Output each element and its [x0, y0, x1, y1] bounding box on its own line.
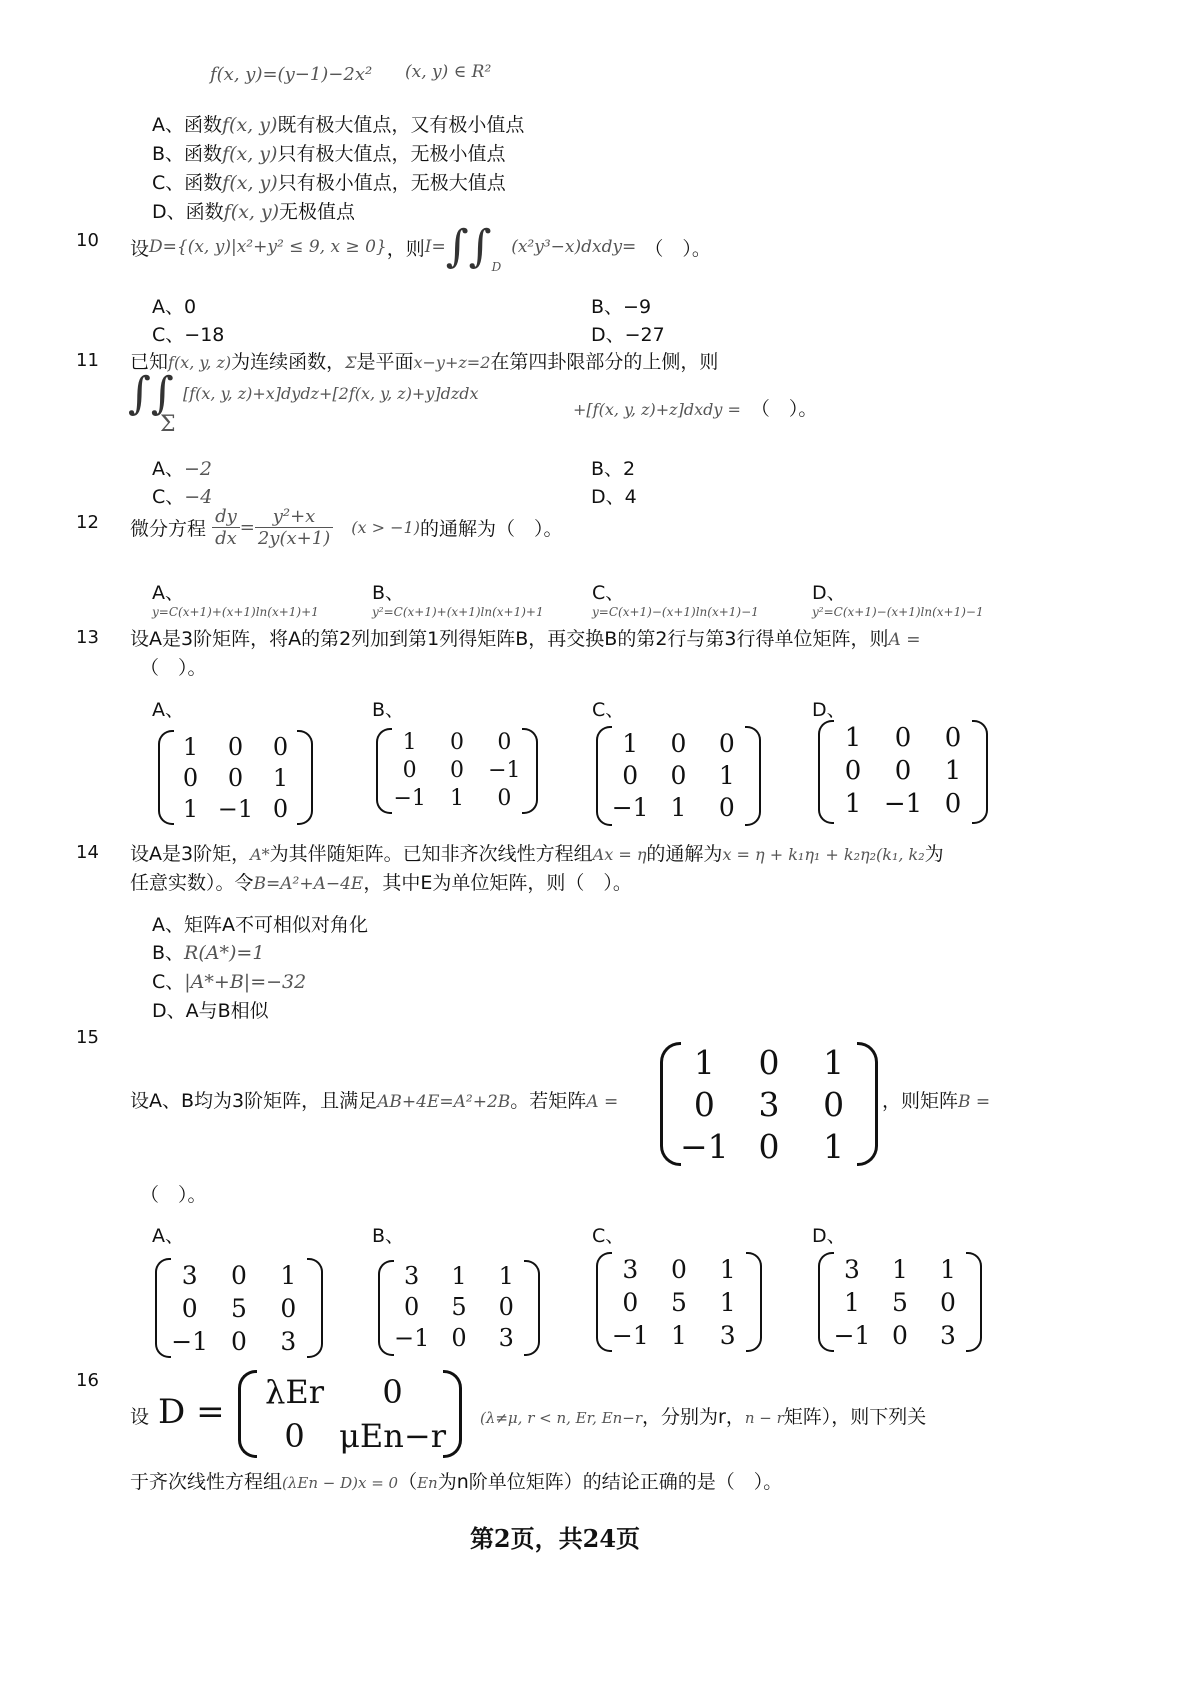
- option-label: C、: [152, 486, 185, 508]
- q13-text: 设A是3阶矩阵，将A的第2列加到第1列得矩阵B，再交换B的第2行与第3行得单位矩阵，则: [130, 628, 889, 650]
- option-label: A、: [152, 114, 184, 136]
- q16-line2: [130, 1467, 782, 1494]
- q13-option-d-matrix: [818, 720, 988, 824]
- q10-number: 10: [76, 230, 99, 251]
- matrix-cell: −1: [833, 1321, 871, 1350]
- matrix-cell: −1: [171, 1327, 209, 1356]
- q11-number: 11: [76, 350, 99, 371]
- matrix-cell: 1: [844, 1288, 860, 1317]
- q14-text-a: 设A是3阶矩，: [130, 843, 251, 865]
- q15-option-b-label[interactable]: B、: [372, 1225, 405, 1247]
- q12-condition: (x > −1): [351, 518, 420, 537]
- option-math: R(A*)=1: [184, 942, 265, 964]
- matrix-cell: 3: [622, 1255, 639, 1284]
- matrix-cell: 1: [844, 723, 862, 753]
- matrix-cell: 1: [402, 730, 417, 755]
- option-label: D、: [591, 324, 625, 346]
- option-text: 矩阵A不可相似对角化: [184, 914, 368, 936]
- frac-denominator: dx: [215, 528, 237, 549]
- option-label: A、: [152, 458, 184, 480]
- q11-option-c[interactable]: [152, 482, 212, 509]
- matrix-cell: 0: [272, 795, 289, 823]
- q15-matrix-A: [660, 1042, 878, 1166]
- q16-matrix-D: [238, 1370, 462, 1458]
- q13-A-eq: A =: [888, 630, 921, 650]
- option-label: B、: [152, 143, 185, 165]
- q11-double-integral: ∫∫: [128, 368, 174, 419]
- q16-cond-text: ，分别为r，: [642, 1406, 745, 1428]
- option-value: y=C(x+1)−(x+1)ln(x+1)−1: [592, 605, 759, 619]
- matrix-cell: −1: [680, 1127, 729, 1166]
- matrix-cell: 1: [622, 729, 639, 758]
- option-value: −2: [184, 458, 213, 480]
- matrix-cell: 0: [940, 1288, 956, 1317]
- q16-pre: 设: [130, 1406, 150, 1428]
- q11-tail: （ ）。: [750, 398, 818, 420]
- option-pre: 函数: [184, 143, 223, 165]
- option-label: D、: [591, 486, 625, 508]
- matrix-cell: 0: [894, 723, 912, 753]
- matrix-cell: 1: [823, 1127, 845, 1166]
- option-pre: 函数: [184, 114, 223, 136]
- q14-text-e: 任意实数）。令: [130, 872, 254, 894]
- q15-mid: 。若矩阵: [510, 1090, 587, 1112]
- q15-A-eq: A =: [586, 1092, 619, 1112]
- matrix-cell: 5: [231, 1294, 247, 1323]
- matrix-cell: 0: [944, 789, 962, 819]
- q9-option-a[interactable]: [152, 110, 524, 137]
- matrix-cell: 3: [181, 1261, 198, 1290]
- option-math: f(x, y): [222, 114, 278, 136]
- frac-numerator: dy: [212, 506, 240, 528]
- q13-option-b-matrix: [376, 728, 538, 814]
- option-value: −27: [624, 324, 665, 346]
- q12-option-b[interactable]: [372, 578, 544, 619]
- q14-text-c: 的通解为: [646, 843, 723, 865]
- matrix-cell: 0: [497, 786, 512, 811]
- matrix-cell: 1: [182, 733, 199, 761]
- q14-option-d[interactable]: [152, 996, 269, 1023]
- option-value: 2: [623, 458, 636, 480]
- q10-option-d[interactable]: [591, 320, 665, 347]
- q12-option-d[interactable]: [812, 578, 984, 619]
- q16-system: (λEn − D)x = 0: [282, 1474, 399, 1492]
- matrix-cell: 0: [670, 729, 687, 758]
- q15-line2: （ ）。: [140, 1184, 207, 1206]
- q15-number: 15: [76, 1027, 99, 1048]
- q14-text-d: 为: [924, 843, 944, 865]
- option-text: 既有极大值点，又有极小值点: [277, 114, 525, 136]
- matrix-cell: 0: [280, 1294, 297, 1323]
- matrix-cell: 1: [719, 1288, 736, 1317]
- matrix-cell: 0: [758, 1127, 780, 1166]
- q10-integrand: (x²y³−x)dxdy=: [511, 237, 637, 257]
- matrix-cell: 5: [451, 1293, 467, 1321]
- q9-option-b[interactable]: [152, 139, 505, 166]
- q9-domain: (x, y) ∈ R²: [405, 62, 492, 82]
- matrix-cell: 0: [497, 730, 512, 755]
- option-label: C、: [592, 582, 625, 604]
- q13-number: 13: [76, 627, 99, 648]
- q14-text-f: ，其中E为单位矩阵，则（ ）。: [363, 872, 632, 894]
- option-value: −18: [184, 324, 225, 346]
- matrix-cell: 1: [940, 1255, 956, 1284]
- matrix-cell: 0: [451, 1324, 467, 1352]
- matrix-cell: 1: [451, 1262, 467, 1290]
- matrix-cell: 0: [227, 733, 244, 761]
- q14-number: 14: [76, 842, 99, 863]
- q10-integral-sub: D: [491, 259, 502, 274]
- matrix-cell: 0: [449, 730, 464, 755]
- q13-option-a-label[interactable]: A、: [152, 699, 184, 721]
- q16-cond-math: (λ≠μ, r < n, Er, En−r: [480, 1409, 643, 1427]
- option-value: y=C(x+1)+(x+1)ln(x+1)+1: [152, 605, 319, 619]
- matrix-cell: 1: [844, 789, 862, 819]
- q16-text-c: 为n阶单位矩阵）的结论正确的是（ ）。: [437, 1471, 783, 1493]
- q15-post: ，则矩阵: [882, 1090, 959, 1112]
- q13-option-b-label[interactable]: B、: [372, 699, 405, 721]
- q11-text-d: 在第四卦限部分的上侧，则: [490, 351, 719, 373]
- q12-equals: =: [239, 517, 255, 538]
- q15-equation: AB+4E=A²+2B: [377, 1092, 511, 1112]
- q16-text-a: 于齐次线性方程组: [130, 1471, 283, 1493]
- option-label: B、: [152, 942, 185, 964]
- option-math: f(x, y): [223, 201, 280, 223]
- q12-stem: [130, 506, 562, 549]
- matrix-cell: 1: [892, 1255, 908, 1284]
- matrix-cell: −1: [217, 795, 254, 823]
- matrix-cell: 5: [671, 1288, 687, 1317]
- q16-number: 16: [76, 1370, 99, 1391]
- option-label: B、: [372, 582, 405, 604]
- q14-solution: x = η + k₁η₁ + k₂η₂(k₁, k₂: [722, 845, 925, 864]
- matrix-cell: 0: [844, 756, 862, 786]
- page-footer: 第2页，共24页: [469, 1524, 641, 1553]
- option-pre: 函数: [185, 201, 224, 223]
- option-text: A与B相似: [185, 1000, 269, 1022]
- q11-line1: [130, 347, 718, 374]
- matrix-cell: 0: [231, 1261, 247, 1290]
- matrix-cell: 0: [758, 1043, 780, 1082]
- matrix-cell: −1: [393, 786, 426, 811]
- matrix-cell: 1: [182, 795, 199, 823]
- matrix-cell: 0: [944, 723, 962, 753]
- matrix-cell: 0: [227, 764, 244, 792]
- option-label: C、: [152, 971, 185, 993]
- option-value: y²=C(x+1)+(x+1)ln(x+1)+1: [372, 605, 544, 619]
- q11-sigma: Σ: [345, 353, 357, 372]
- q13-option-c-matrix: [596, 726, 761, 826]
- q12-option-c[interactable]: [592, 578, 759, 619]
- q14-equation: Ax = η: [592, 845, 647, 864]
- q15-option-a-matrix: [155, 1258, 323, 1358]
- matrix-cell: 0: [498, 1293, 514, 1321]
- q11-plane: x−y+z=2: [413, 353, 491, 372]
- matrix-cell: 1: [719, 1255, 736, 1284]
- q15-option-b-matrix: [378, 1260, 540, 1356]
- q10-pre: 设: [130, 237, 150, 260]
- matrix-cell: 0: [284, 1417, 305, 1455]
- matrix-cell: 1: [823, 1043, 845, 1082]
- q15-option-d-matrix: [818, 1252, 982, 1352]
- q10-mid: ，则: [386, 237, 425, 260]
- option-text: 无极值点: [279, 201, 356, 223]
- q16-D-eq: D =: [158, 1392, 225, 1432]
- q10-domain-set: D={(x, y)|x²+y² ≤ 9, x ≥ 0}: [149, 237, 387, 257]
- matrix-cell: 0: [231, 1327, 247, 1356]
- option-math: f(x, y): [222, 172, 278, 194]
- q15-stem-left: [130, 1086, 618, 1113]
- q10-tail: （ ）。: [644, 237, 711, 260]
- q15-option-c-matrix: [596, 1252, 762, 1352]
- q13-line1: [130, 624, 920, 651]
- q14-text-b: 为其伴随矩阵。已知非齐次线性方程组: [269, 843, 593, 865]
- q15-option-c-label[interactable]: C、: [592, 1225, 625, 1247]
- matrix-cell: 0: [402, 758, 417, 783]
- option-label: A、: [152, 296, 184, 318]
- q14-B-def: B=A²+A−4E: [253, 874, 364, 894]
- matrix-cell: −1: [393, 1324, 430, 1352]
- q16-cond-nr: n − r: [744, 1409, 784, 1427]
- q13-option-d-label[interactable]: D、: [812, 699, 846, 721]
- matrix-cell: 0: [823, 1085, 845, 1124]
- q13-line2: （ ）。: [140, 657, 207, 679]
- q12-frac-right: [255, 506, 333, 549]
- q11-text-c: 是平面: [356, 351, 414, 373]
- option-label: C、: [152, 172, 185, 194]
- q14-option-b[interactable]: [152, 938, 264, 965]
- q11-integrand-line: [573, 394, 817, 421]
- q12-option-a[interactable]: [152, 578, 319, 619]
- q14-adjugate: A*: [250, 845, 270, 864]
- q9-option-d[interactable]: [152, 197, 355, 224]
- q14-line2: [130, 868, 632, 895]
- q11-option-a[interactable]: [152, 454, 212, 481]
- option-label: B、: [591, 458, 624, 480]
- matrix-cell: 1: [693, 1043, 715, 1082]
- option-math: |A*+B|=−32: [184, 971, 307, 993]
- matrix-cell: 0: [718, 729, 735, 758]
- matrix-cell: −1: [611, 1321, 649, 1350]
- matrix-cell: 1: [272, 764, 289, 792]
- matrix-cell: 0: [671, 1255, 687, 1284]
- matrix-cell: 3: [404, 1262, 420, 1290]
- option-label: D、: [152, 201, 186, 223]
- q10-option-c[interactable]: [152, 320, 224, 347]
- q11-text-b: 为连续函数，: [231, 351, 346, 373]
- q10-double-integral: ∫∫: [445, 221, 492, 272]
- q16-condition: [480, 1402, 926, 1429]
- q11-integral-sub: Σ: [160, 412, 176, 437]
- q15-B-eq: B =: [958, 1092, 991, 1112]
- option-value: 0: [184, 296, 197, 318]
- q12-pre: 微分方程: [130, 518, 207, 540]
- q11-pre: 已知: [130, 351, 169, 373]
- matrix-cell: 0: [382, 1373, 403, 1411]
- matrix-cell: 1: [718, 761, 735, 790]
- q10-I-eq: I=: [424, 237, 446, 257]
- q11-integrand-part1: [f(x, y, z)+x]dydz+[2f(x, y, z)+y]dzdx: [183, 384, 479, 403]
- option-value: −4: [184, 486, 213, 508]
- option-text: 只有极小值点，无极大值点: [277, 172, 506, 194]
- matrix-cell: 1: [671, 1321, 687, 1350]
- matrix-cell: −1: [488, 758, 521, 783]
- q15-pre: 设A、B均为3阶矩阵，且满足: [130, 1090, 378, 1112]
- option-label: B、: [591, 296, 624, 318]
- q13-option-c-label[interactable]: C、: [592, 699, 625, 721]
- q11-option-d[interactable]: [591, 482, 637, 509]
- matrix-cell: 1: [670, 793, 687, 822]
- option-label: D、: [812, 582, 846, 604]
- matrix-cell: 3: [719, 1321, 736, 1350]
- matrix-cell: 0: [718, 793, 735, 822]
- matrix-cell: 0: [693, 1085, 715, 1124]
- matrix-cell: 5: [892, 1288, 908, 1317]
- option-text: 只有极大值点，无极小值点: [277, 143, 506, 165]
- frac-numerator: y²+x: [255, 506, 333, 528]
- matrix-cell: λEr: [265, 1373, 325, 1411]
- q16-En: En: [417, 1474, 438, 1492]
- q14-line1: [130, 839, 944, 866]
- q12-number: 12: [76, 512, 99, 533]
- matrix-cell: 0: [404, 1293, 420, 1321]
- q11-option-b[interactable]: [591, 454, 635, 481]
- option-value: 4: [624, 486, 637, 508]
- q9-formula: f(x, y)=(y−1)−2x²: [210, 64, 373, 85]
- matrix-cell: 0: [622, 1288, 639, 1317]
- matrix-cell: 0: [894, 756, 912, 786]
- q14-option-c[interactable]: [152, 967, 306, 994]
- matrix-cell: 1: [449, 786, 464, 811]
- matrix-cell: −1: [883, 789, 923, 819]
- q9-option-c[interactable]: [152, 168, 506, 195]
- q13-option-a-matrix: [158, 730, 313, 825]
- matrix-cell: μEn−r: [339, 1417, 446, 1455]
- matrix-cell: 1: [944, 756, 962, 786]
- frac-denominator: 2y(x+1): [257, 528, 331, 549]
- option-label: C、: [152, 324, 185, 346]
- q11-integrand-part2: +[f(x, y, z)+z]dxdy =: [573, 400, 741, 419]
- q10-option-b[interactable]: [591, 292, 651, 319]
- q14-option-a[interactable]: [152, 910, 368, 937]
- matrix-cell: 3: [844, 1255, 860, 1284]
- matrix-cell: 3: [498, 1324, 514, 1352]
- matrix-cell: 1: [280, 1261, 297, 1290]
- q10-stem: [130, 221, 711, 275]
- matrix-cell: 0: [892, 1321, 908, 1350]
- option-label: A、: [152, 582, 184, 604]
- q10-option-a[interactable]: [152, 292, 196, 319]
- q15-stem-right: [882, 1086, 990, 1113]
- matrix-cell: 0: [449, 758, 464, 783]
- q11-function: f(x, y, z): [168, 353, 232, 372]
- matrix-cell: 0: [272, 733, 289, 761]
- matrix-cell: 0: [181, 1294, 198, 1323]
- q16-text-b: （: [398, 1471, 418, 1493]
- option-label: A、: [152, 914, 184, 936]
- matrix-cell: 3: [940, 1321, 956, 1350]
- q15-option-d-label[interactable]: D、: [812, 1225, 846, 1247]
- option-value: −9: [623, 296, 652, 318]
- matrix-cell: −1: [611, 793, 649, 822]
- matrix-cell: 3: [758, 1085, 780, 1124]
- q16-cond-tail: 矩阵），则下列关: [783, 1406, 927, 1428]
- q12-frac-left: [212, 506, 240, 549]
- option-pre: 函数: [184, 172, 223, 194]
- option-label: D、: [152, 1000, 186, 1022]
- option-math: f(x, y): [222, 143, 278, 165]
- matrix-cell: 0: [622, 761, 639, 790]
- matrix-cell: 0: [182, 764, 199, 792]
- matrix-cell: 0: [670, 761, 687, 790]
- q15-option-a-label[interactable]: A、: [152, 1225, 184, 1247]
- option-value: y²=C(x+1)−(x+1)ln(x+1)−1: [812, 605, 984, 619]
- matrix-cell: 3: [280, 1327, 297, 1356]
- matrix-cell: 1: [498, 1262, 514, 1290]
- q12-tail: 的通解为（ ）。: [419, 518, 563, 540]
